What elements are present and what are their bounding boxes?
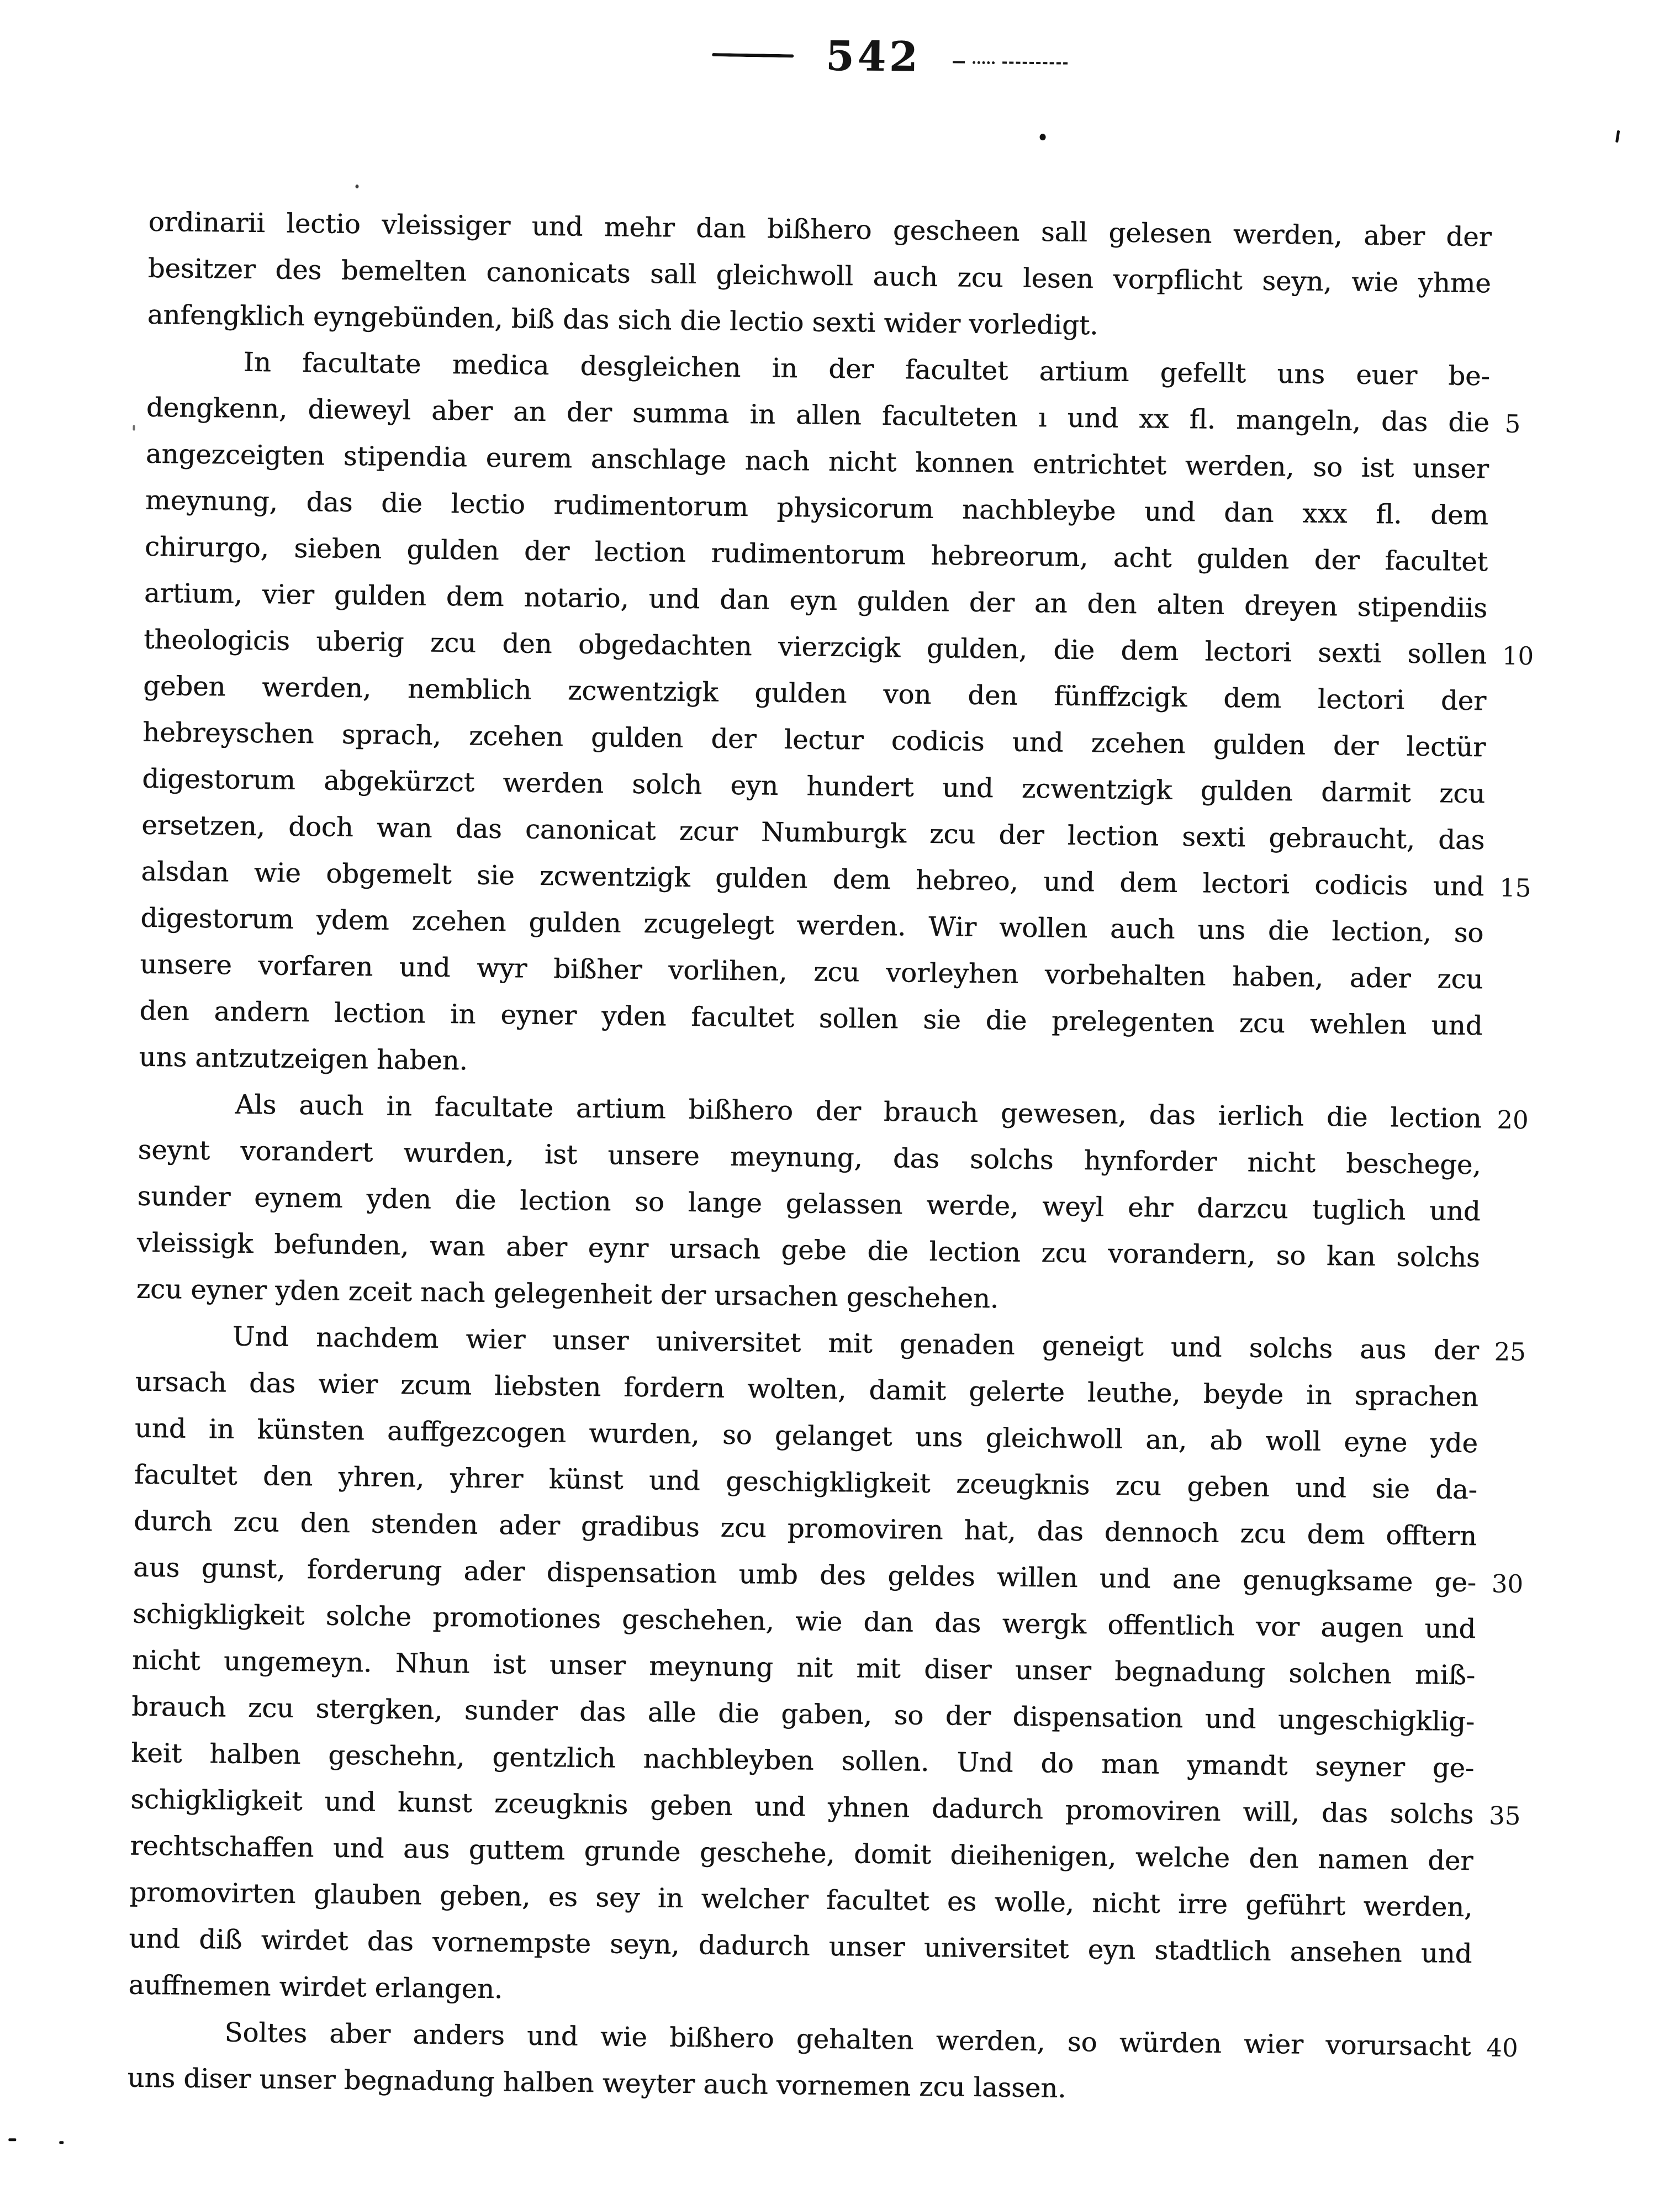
line-text: anfengklich eyngebünden, biß das sich die lectio sexti wider vorledigt. xyxy=(147,299,1098,341)
line-text: keit halben geschehn, gentzlich nachbleyben sollen. Und do man ymandt seyner ge- xyxy=(130,1737,1475,1784)
ink-speck xyxy=(8,2138,16,2141)
margin-line-number: 15 xyxy=(1499,873,1531,903)
ink-speck xyxy=(355,184,358,188)
page-header xyxy=(50,25,1680,89)
line-text: geben werden, nemblich zcwentzigk gulden von den fünffzcigk dem lectori der xyxy=(142,670,1487,717)
page-number: 542 xyxy=(825,32,921,81)
line-text: promovirten glauben geben, es sey in welcher facultet es wolle, nicht irre geführt werden, xyxy=(129,1876,1473,1923)
line-text: In facultate medica desgleichen in der facultet artium gefellt uns euer be- xyxy=(243,346,1491,392)
line-text: vleissigk befunden, wan aber eynr ursach gebe die lection zcu vorandern, so kan solchs xyxy=(136,1227,1480,1274)
line-text: besitzer des bemelten canonicats sall gleichwoll auch zcu lesen vorpflicht seyn, wie yhme xyxy=(147,252,1491,299)
line-text: rechtschaffen und aus guttem grunde geschehe, domit dieihenigen, welche den namen der xyxy=(130,1830,1473,1877)
line-text: brauch zcu stergken, sunder das alle die gaben, so der dispensation und ungeschigklig- xyxy=(131,1691,1475,1738)
margin-line-number: 20 xyxy=(1497,1105,1529,1135)
line-text: chirurgo, sieben gulden der lection rudimentorum hebreorum, acht gulden der facultet xyxy=(144,531,1488,578)
line-text: aus gunst, forderung ader dispensation umb des geldes willen und ane genugksame ge- xyxy=(133,1552,1477,1599)
line-text: auffnemen wirdet erlangen. xyxy=(128,1969,503,2005)
line-text: unsere vorfaren und wyr bißher vorlihen, zcu vorleyhen vorbehalten haben, ader zcu xyxy=(140,948,1483,995)
line-text: Soltes aber anders und wie bißhero gehalten werden, so würden wier vorursacht xyxy=(224,2017,1471,2063)
line-text: seynt vorandert wurden, ist unsere meynung, das solchs hynforder nicht beschege, xyxy=(138,1134,1481,1181)
ink-speck xyxy=(1615,130,1620,143)
margin-line-number: 10 xyxy=(1502,641,1534,671)
margin-line-number: 35 xyxy=(1488,1801,1521,1831)
line-text: uns antzutzeigen haben. xyxy=(139,1041,468,1077)
header-rule-left xyxy=(712,53,794,57)
ink-speck xyxy=(59,2141,64,2144)
line-text: uns diser unser begnadung halben weyter auch vornemen zcu lassen. xyxy=(127,2062,1066,2104)
line-text: sunder eynem yden die lection so lange gelassen werde, weyl ehr darzcu tuglich und xyxy=(137,1180,1481,1227)
margin-line-number: 5 xyxy=(1504,409,1521,439)
line-text: schigkligkeit und kunst zceugknis geben und yhnen dadurch promoviren will, das solchs xyxy=(130,1784,1474,1831)
line-text: und in künsten auffgezcogen wurden, so gelanget uns gleichwoll an, ab woll eyne yde xyxy=(134,1412,1478,1459)
margin-line-number: 30 xyxy=(1491,1569,1524,1599)
line-text: facultet den yhren, yhrer künst und geschigkligkeit zceugknis zcu geben und sie da- xyxy=(134,1459,1478,1506)
line-text: Als auch in facultate artium bißhero der brauch gewesen, das ierlich die lection xyxy=(235,1089,1482,1135)
ink-speck xyxy=(133,425,135,431)
line-text: ordinarii lectio vleissiger und mehr dan bißhero gescheen sall gelesen werden, aber der xyxy=(148,206,1492,253)
ink-speck xyxy=(1040,134,1046,140)
document-text xyxy=(127,199,1534,2116)
margin-line-number: 25 xyxy=(1494,1337,1526,1367)
line-text: artium, vier gulden dem notario, und dan eyn gulden der an den alten dreyen stipendiis xyxy=(144,577,1488,624)
line-text: zcu eyner yden zceit nach gelegenheit der ursachen geschehen. xyxy=(136,1273,999,1315)
line-text: Und nachdem wier unser universitet mit genaden geneigt und solchs aus der xyxy=(232,1321,1480,1367)
line-text: meynung, das die lectio rudimentorum physicorum nachbleybe und dan xxx fl. dem xyxy=(145,484,1489,531)
line-text: dengkenn, dieweyl aber an der summa in allen faculteten ı und xx fl. mangeln, das die xyxy=(146,392,1490,439)
header-rule-right xyxy=(953,61,1068,65)
line-text: schigkligkeit solche promotiones geschehen, wie dan das wergk offentlich vor augen und xyxy=(132,1598,1476,1645)
line-text: ursach das wier zcum liebsten fordern wolten, damit gelerte leuthe, beyde in sprachen xyxy=(135,1366,1479,1413)
line-text: ersetzen, doch wan das canonicat zcur Numburgk zcu der lection sexti gebraucht, das xyxy=(141,809,1485,856)
line-text: digestorum ydem zcehen gulden zcugelegt werden. Wir wollen auch uns die lection, so xyxy=(140,902,1484,949)
line-text: den andern lection in eyner yden facultet sollen sie die prelegenten zcu wehlen und xyxy=(139,995,1483,1042)
line-text: angezceigten stipendia eurem anschlage nach nicht konnen entrichtet werden, so ist unser xyxy=(145,438,1489,485)
line-text: und diß wirdet das vornempste seyn, dadurch unser universitet eyn stadtlich ansehen und xyxy=(129,1923,1472,1970)
line-text: theologicis uberig zcu den obgedachten vierzcigk gulden, die dem lectori sexti sollen xyxy=(143,624,1487,671)
line-text: nicht ungemeyn. Nhun ist unser meynung nit mit diser unser begnadung solchen miß- xyxy=(131,1644,1476,1691)
line-text: alsdan wie obgemelt sie zcwentzigk gulden dem hebreo, und dem lectori codicis und xyxy=(141,856,1484,903)
line-text: digestorum abgekürzct werden solch eyn hundert und zcwentzigk gulden darmit zcu xyxy=(141,763,1486,810)
line-text: durch zcu den stenden ader gradibus zcu promoviren hat, das dennoch zcu dem offtern xyxy=(133,1505,1477,1552)
margin-line-number: 40 xyxy=(1486,2033,1518,2063)
line-text: hebreyschen sprach, zcehen gulden der lectur codicis und zcehen gulden der lectür xyxy=(142,716,1486,763)
